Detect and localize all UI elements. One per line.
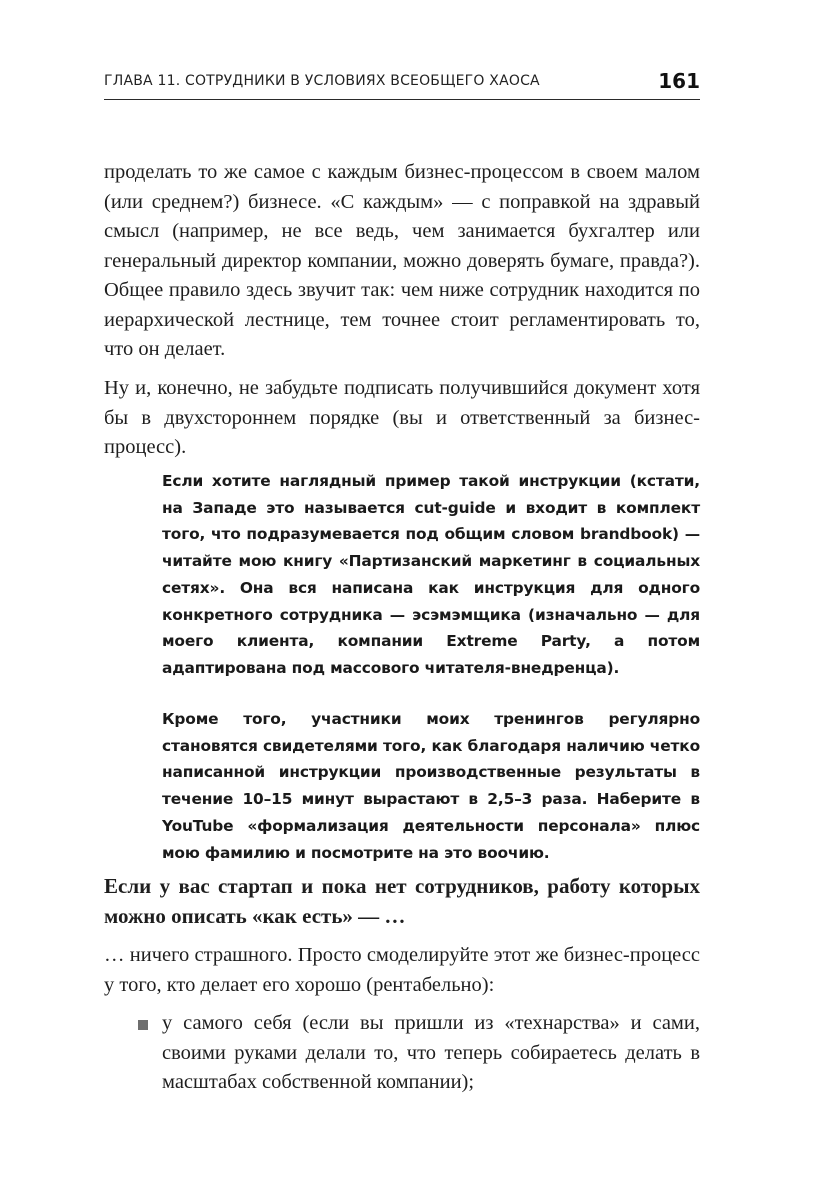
- body-paragraph-3: … ничего страшного. Просто смоделируйте этот же бизнес-процесс у того, кто делает его хорошо (рентабельно):: [104, 944, 700, 996]
- sidebar-note-2: Кроме того, участники моих тренингов регулярно становятся свидетелями того, как благодаря наличию четко написанной инструкции производственные результаты в течение 10–15 минут вырастают в 2,5–3 раза. Наберите в YouTube «формализация деятельности персонала» плюс мою фамилию и посмотрите на это воочию.: [162, 710, 700, 862]
- body-paragraph-1: проделать то же самое с каждым бизнес-процессом в своем малом (или среднем?) бизнесе. «С каждым» — с поправкой на здравый смысл (например, не все ведь, чем занимается бухгалтер или генеральный директор компании, можно доверять бумаге, правда?). Общее правило здесь звучит так: чем ниже сотрудник находится по иерархической лестнице, тем точнее стоит регламентировать то, что он делает.: [104, 161, 700, 360]
- body-paragraph-2: Ну и, конечно, не забудьте подписать получившийся документ хотя бы в двухстороннем порядке (вы и ответственный за бизнес-процесс).: [104, 377, 700, 458]
- running-header: [104, 71, 700, 100]
- bullet-text: у самого себя (если вы пришли из «технарства» и сами, своими руками делали то, что теперь собираетесь делать в масштабах собственной компании);: [162, 1012, 700, 1093]
- square-bullet-icon: [138, 1020, 148, 1030]
- sidebar-note-1: Если хотите наглядный пример такой инструкции (кстати, на Западе это называется cut-guide и входит в комплект того, что подразумевается под общим словом brandbook) — читайте мою книгу «Партизанский маркетинг в социальных сетях». Она вся написана как инструкция для одного конкретного сотрудника — эсэмэмщика (изначально — для моего клиента, компании Extreme Party, а потом адаптирована под массового читателя-внедренца).: [162, 472, 700, 677]
- page-number: 161: [658, 69, 700, 93]
- chapter-title: ГЛАВА 11. СОТРУДНИКИ В УСЛОВИЯХ ВСЕОБЩЕГО ХАОСА: [104, 73, 540, 89]
- section-subheading: Если у вас стартап и пока нет сотрудников, работу которых можно описать «как есть» — …: [104, 874, 700, 928]
